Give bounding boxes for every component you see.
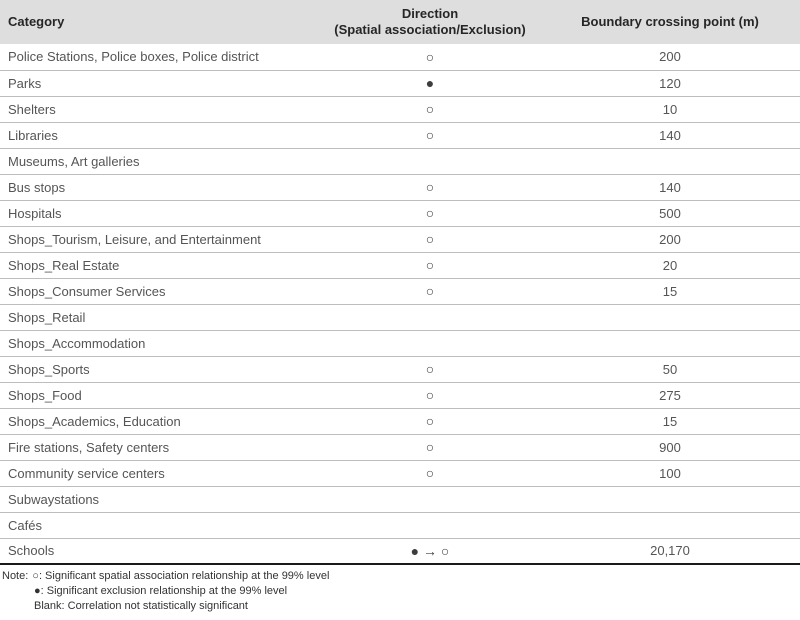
- category-cell: Fire stations, Safety centers: [0, 434, 320, 460]
- direction-symbol: ●: [320, 70, 540, 96]
- table-row: [0, 408, 800, 434]
- table-row: [0, 382, 800, 408]
- category-cell: Shops_Real Estate: [0, 252, 320, 278]
- boundary-value: 200: [540, 44, 800, 70]
- table-row: [0, 226, 800, 252]
- direction-symbol: ○: [320, 278, 540, 304]
- boundary-value: 100: [540, 460, 800, 486]
- direction-symbol: ○: [320, 96, 540, 122]
- column-header-direction-line2: (Spatial association/Exclusion): [334, 22, 526, 37]
- column-header-boundary: Boundary crossing point (m): [540, 0, 800, 44]
- category-cell: Community service centers: [0, 460, 320, 486]
- column-header-direction-line1: Direction: [401, 6, 459, 21]
- boundary-value: [540, 512, 800, 538]
- note-line-association: [2, 569, 800, 584]
- category-cell: Shops_Food: [0, 382, 320, 408]
- table-row: [0, 174, 800, 200]
- header-row: [0, 0, 800, 44]
- table-row: [0, 252, 800, 278]
- category-cell: Libraries: [0, 122, 320, 148]
- table-row: [0, 434, 800, 460]
- boundary-value: 20,170: [540, 538, 800, 564]
- boundary-value: 20: [540, 252, 800, 278]
- direction-symbol: [320, 304, 540, 330]
- direction-symbol: ○: [320, 408, 540, 434]
- table-row: [0, 538, 800, 564]
- boundary-value: 140: [540, 122, 800, 148]
- table-row: [0, 512, 800, 538]
- direction-symbol: ○: [320, 122, 540, 148]
- table-row: [0, 122, 800, 148]
- column-header-direction: [320, 0, 540, 44]
- direction-symbol: ○: [320, 356, 540, 382]
- note-association-text: ○: Significant spatial association relationship at the 99% level: [32, 570, 330, 582]
- boundary-value: [540, 148, 800, 174]
- boundary-value: 200: [540, 226, 800, 252]
- table-row: [0, 148, 800, 174]
- boundary-value: [540, 304, 800, 330]
- category-cell: Shops_Tourism, Leisure, and Entertainment: [0, 226, 320, 252]
- category-cell: Shelters: [0, 96, 320, 122]
- table-row: [0, 44, 800, 70]
- table-row: [0, 460, 800, 486]
- direction-symbol: ○: [320, 200, 540, 226]
- direction-symbol: ○: [320, 174, 540, 200]
- direction-symbol: ○: [320, 434, 540, 460]
- table-body: [0, 44, 800, 564]
- table-row: [0, 70, 800, 96]
- direction-symbol: ○: [320, 382, 540, 408]
- table-row: [0, 304, 800, 330]
- direction-symbol: [320, 486, 540, 512]
- category-cell: Museums, Art galleries: [0, 148, 320, 174]
- boundary-value: 15: [540, 278, 800, 304]
- category-cell: Subwaystations: [0, 486, 320, 512]
- direction-symbol: ○: [320, 226, 540, 252]
- boundary-value: [540, 486, 800, 512]
- boundary-value: 275: [540, 382, 800, 408]
- boundary-value: [540, 330, 800, 356]
- boundary-value: 900: [540, 434, 800, 460]
- category-cell: Cafés: [0, 512, 320, 538]
- table-row: [0, 330, 800, 356]
- category-cell: Shops_Consumer Services: [0, 278, 320, 304]
- category-cell: Hospitals: [0, 200, 320, 226]
- table-row: [0, 96, 800, 122]
- table-row: [0, 200, 800, 226]
- category-cell: Shops_Accommodation: [0, 330, 320, 356]
- table-note: [0, 569, 800, 614]
- direction-symbol: ○: [320, 44, 540, 70]
- table-row: [0, 356, 800, 382]
- boundary-value: 120: [540, 70, 800, 96]
- direction-symbol: ○: [320, 252, 540, 278]
- category-cell: Shops_Academics, Education: [0, 408, 320, 434]
- note-prefix: Note:: [2, 570, 29, 582]
- direction-symbol: ● → ○: [320, 538, 540, 564]
- boundary-value: 15: [540, 408, 800, 434]
- direction-symbol: [320, 330, 540, 356]
- boundary-value: 50: [540, 356, 800, 382]
- category-cell: Police Stations, Police boxes, Police district: [0, 44, 320, 70]
- category-cell: Schools: [0, 538, 320, 564]
- table-row: [0, 486, 800, 512]
- table-row: [0, 278, 800, 304]
- boundary-value: 140: [540, 174, 800, 200]
- direction-symbol: [320, 512, 540, 538]
- category-cell: Parks: [0, 70, 320, 96]
- category-cell: Shops_Retail: [0, 304, 320, 330]
- note-line-blank: Blank: Correlation not statistically significant: [34, 600, 248, 612]
- boundary-value: 500: [540, 200, 800, 226]
- boundary-value: 10: [540, 96, 800, 122]
- note-line-exclusion: ●: Significant exclusion relationship at the 99% level: [34, 585, 288, 597]
- category-cell: Bus stops: [0, 174, 320, 200]
- category-cell: Shops_Sports: [0, 356, 320, 382]
- direction-symbol: [320, 148, 540, 174]
- column-header-category: Category: [0, 0, 320, 44]
- direction-symbol: ○: [320, 460, 540, 486]
